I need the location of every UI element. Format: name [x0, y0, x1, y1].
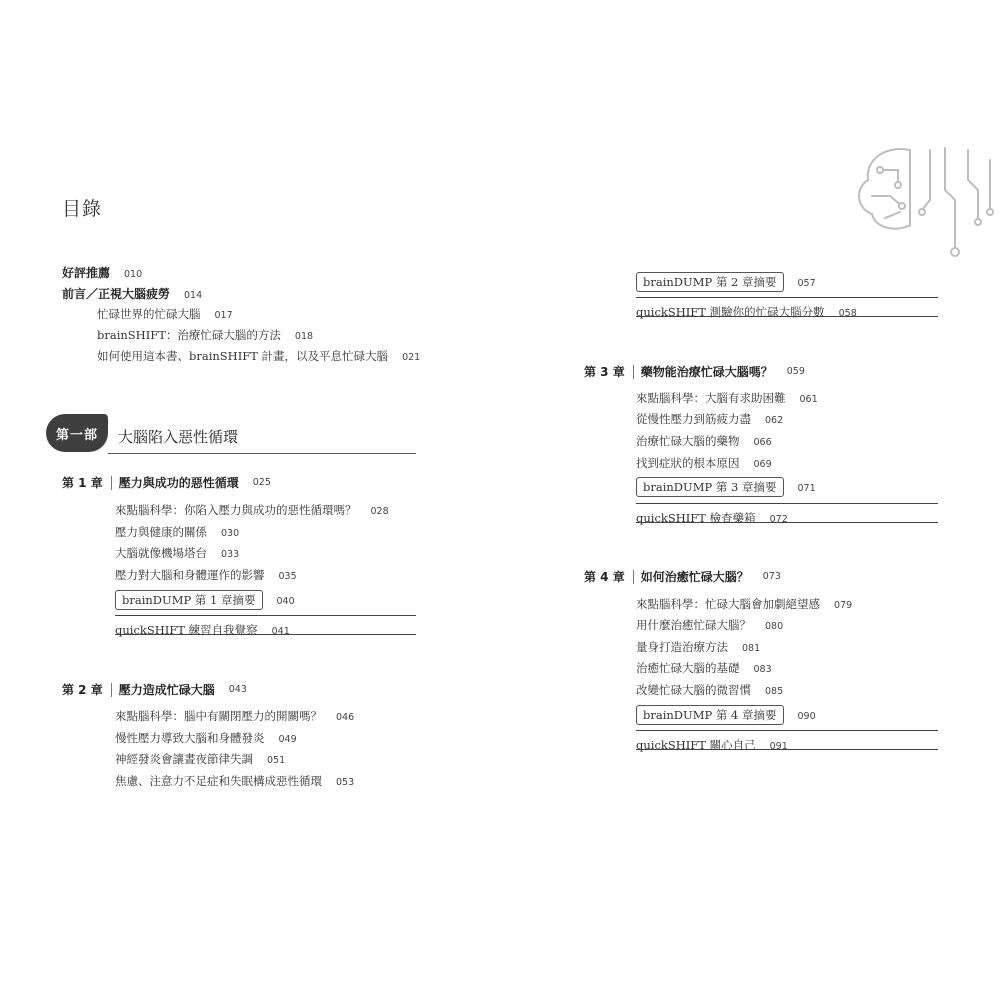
page-number: 080: [765, 621, 784, 632]
toc-entry[interactable]: [115, 773, 354, 789]
page-number: 062: [765, 415, 784, 426]
part-badge: 第一部: [46, 414, 108, 452]
toc-entry[interactable]: [636, 411, 783, 427]
entry-title: 慢性壓力導致大腦和身體發炎: [115, 731, 265, 745]
chapter-title: 藥物能治療忙碌大腦嗎？: [640, 365, 773, 379]
chapter-separator: [633, 365, 634, 379]
braindump-entry[interactable]: [636, 477, 816, 497]
entry-title: 壓力對大腦和身體運作的影響: [115, 568, 265, 582]
page-number: 072: [769, 514, 788, 525]
entry-title: 前言／正視大腦疲勞: [62, 287, 171, 301]
entry-title: 改變忙碌大腦的微習慣: [636, 683, 751, 697]
toc-entry-recommendations[interactable]: [62, 264, 142, 281]
page-number: 018: [294, 331, 314, 342]
entry-title: 好評推薦: [62, 266, 111, 280]
quickshift-label: quickSHIFT 檢查藥箱: [636, 511, 756, 525]
page-number: 059: [786, 366, 805, 377]
entry-title: brainSHIFT：治療忙碌大腦的方法: [97, 328, 281, 342]
chapter-title: 壓力與成功的惡性循環: [118, 476, 239, 490]
page-number: 057: [797, 278, 816, 289]
toc-entry[interactable]: [97, 306, 233, 322]
page-number: 061: [799, 394, 818, 405]
page-number: 021: [402, 352, 421, 363]
toc-entry[interactable]: [115, 751, 285, 767]
page-number: 043: [228, 684, 247, 695]
toc-entry[interactable]: [97, 348, 420, 364]
page-number: 090: [797, 711, 816, 722]
toc-entry-preface[interactable]: [62, 285, 202, 302]
toc-entry[interactable]: [636, 682, 783, 698]
page-number: 014: [184, 290, 203, 301]
entry-title: 治療忙碌大腦的藥物: [636, 434, 740, 448]
quickshift-entry[interactable]: [636, 503, 938, 523]
page-number: 091: [769, 741, 788, 752]
braindump-label: brainDUMP 第 2 章摘要: [636, 272, 784, 292]
quickshift-label: quickSHIFT 練習自我覺察: [115, 623, 258, 637]
page-number: 083: [753, 664, 772, 675]
page-number: 040: [276, 596, 295, 607]
page-number: 079: [834, 600, 853, 611]
page-number: 028: [370, 506, 389, 517]
page-number: 041: [271, 626, 290, 637]
toc-entry[interactable]: [115, 545, 239, 561]
page-number: 053: [336, 777, 355, 788]
toc-entry[interactable]: [115, 730, 297, 746]
braindump-entry[interactable]: [115, 590, 295, 610]
page-number: 073: [762, 571, 781, 582]
page-number: 010: [124, 269, 143, 280]
braindump-label: brainDUMP 第 3 章摘要: [636, 477, 784, 497]
entry-title: 來點腦科學：忙碌大腦會加劇絕望感: [636, 597, 820, 611]
chapter-separator: [111, 683, 112, 697]
chapter-1-heading[interactable]: [62, 474, 271, 491]
toc-entry[interactable]: [636, 596, 852, 612]
entry-title: 量身打造治療方法: [636, 640, 728, 654]
chapter-title: 壓力造成忙碌大腦: [118, 683, 215, 697]
quickshift-entry[interactable]: [636, 297, 938, 317]
toc-entry[interactable]: [115, 708, 354, 724]
page-number: 035: [278, 571, 297, 582]
page-number: 049: [278, 734, 297, 745]
chapter-title: 如何治癒忙碌大腦？: [640, 570, 749, 584]
entry-title: 忙碌世界的忙碌大腦: [97, 307, 201, 321]
toc-entry[interactable]: [636, 390, 818, 406]
chapter-number: 第 3 章: [584, 365, 625, 379]
page-number: 046: [336, 712, 355, 723]
toc-entry[interactable]: [636, 660, 772, 676]
brain-circuit-icon: [850, 140, 1000, 260]
entry-title: 來點腦科學：大腦有求助困難: [636, 391, 786, 405]
page-number: 051: [267, 755, 286, 766]
chapter-separator: [633, 570, 634, 584]
braindump-entry[interactable]: [636, 705, 816, 725]
entry-title: 找到症狀的根本原因: [636, 456, 740, 470]
page-number: 033: [221, 549, 240, 560]
chapter-3-heading[interactable]: [584, 363, 805, 380]
chapter-number: 第 4 章: [584, 570, 625, 584]
entry-title: 壓力與健康的關係: [115, 525, 207, 539]
page-number: 017: [214, 310, 233, 321]
entry-title: 用什麼治癒忙碌大腦？: [636, 618, 751, 632]
quickshift-entry[interactable]: [636, 730, 938, 750]
toc-entry[interactable]: [115, 567, 297, 583]
page-title: 目錄: [62, 198, 103, 220]
entry-title: 治癒忙碌大腦的基礎: [636, 661, 740, 675]
entry-title: 來點腦科學：你陷入壓力與成功的惡性循環嗎？: [115, 503, 357, 517]
page-number: 058: [838, 308, 857, 319]
toc-entry[interactable]: [636, 433, 772, 449]
braindump-entry[interactable]: [636, 272, 816, 292]
braindump-label: brainDUMP 第 4 章摘要: [636, 705, 784, 725]
chapter-separator: [111, 476, 112, 490]
quickshift-label: quickSHIFT 關心自己: [636, 738, 756, 752]
page-number: 071: [797, 483, 816, 494]
chapter-number: 第 2 章: [62, 683, 103, 697]
toc-entry[interactable]: [636, 617, 783, 633]
toc-entry[interactable]: [636, 455, 772, 471]
page-number: 030: [221, 528, 240, 539]
page-number: 081: [742, 643, 761, 654]
page-number: 025: [252, 477, 271, 488]
chapter-number: 第 1 章: [62, 476, 103, 490]
entry-title: 神經發炎會讓晝夜節律失調: [115, 752, 253, 766]
toc-entry[interactable]: [115, 502, 389, 518]
page-number: 085: [765, 686, 784, 697]
chapter-2-heading[interactable]: [62, 681, 247, 698]
page-number: 069: [753, 459, 772, 470]
quickshift-entry[interactable]: [115, 615, 416, 635]
part-title: 大腦陷入惡性循環: [118, 428, 239, 446]
toc-entry[interactable]: [636, 639, 760, 655]
entry-title: 來點腦科學：腦中有關閉壓力的開關嗎？: [115, 709, 322, 723]
entry-title: 如何使用這本書、brainSHIFT 計畫，以及平息忙碌大腦: [97, 349, 389, 363]
entry-title: 焦慮、注意力不足症和失眠構成惡性循環: [115, 774, 322, 788]
chapter-4-heading[interactable]: [584, 568, 781, 585]
quickshift-label: quickSHIFT 測驗你的忙碌大腦分數: [636, 305, 825, 319]
toc-entry[interactable]: [115, 524, 239, 540]
page-number: 066: [753, 437, 772, 448]
entry-title: 從慢性壓力到筋疲力盡: [636, 412, 751, 426]
entry-title: 大腦就像機場塔台: [115, 546, 207, 560]
part-divider: [108, 453, 416, 454]
braindump-label: brainDUMP 第 1 章摘要: [115, 590, 263, 610]
toc-entry[interactable]: [97, 327, 313, 343]
